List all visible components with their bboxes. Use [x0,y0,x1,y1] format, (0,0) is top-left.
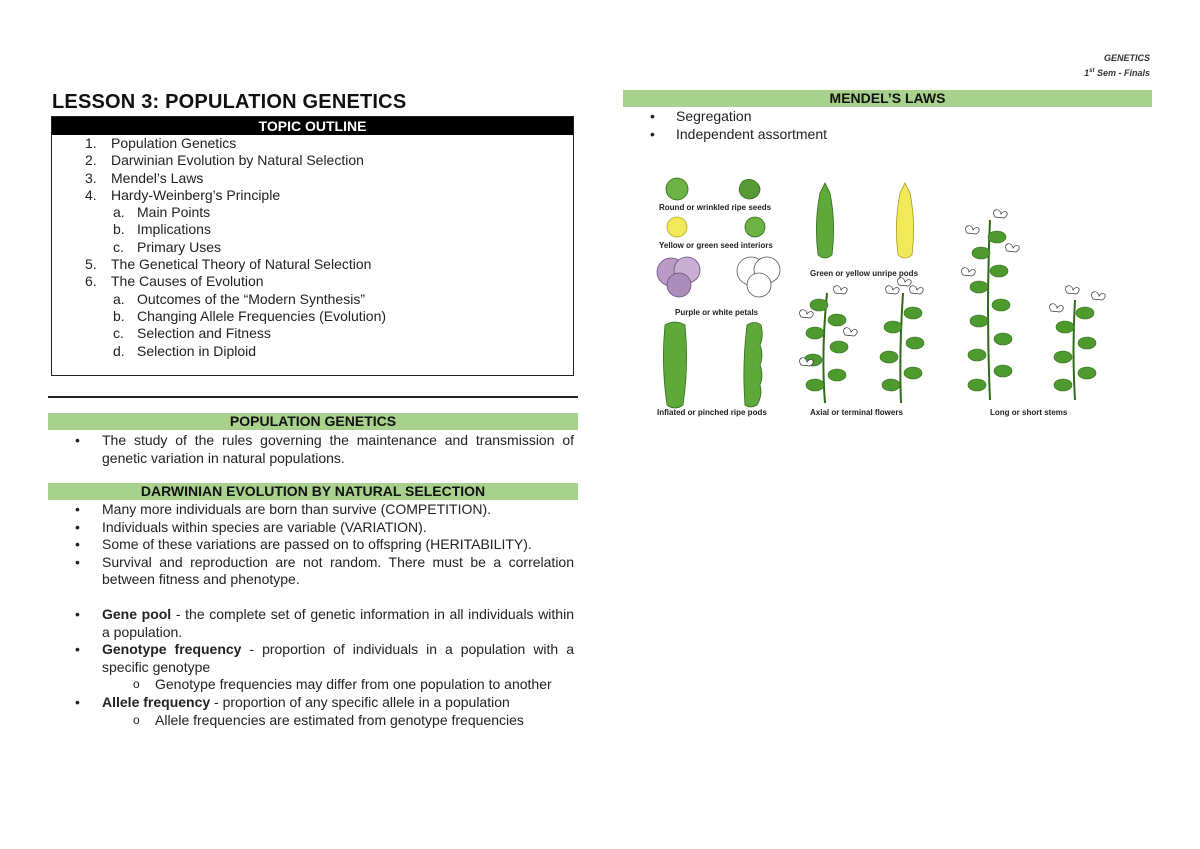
green-unripe-pod-icon [816,183,833,258]
caption-stems: Long or short stems [990,408,1068,417]
genotype-frequency-item: • Genotype frequency - proportion of individuals in a population with a specific genotype [52,641,574,676]
population-genetics-heading: POPULATION GENETICS [48,413,578,430]
outline-subitem: d. Selection in Diploid [113,342,257,359]
topic-outline-heading: TOPIC OUTLINE [52,117,573,135]
caption-ripe-pods: Inflated or pinched ripe pods [657,408,767,417]
purple-petal-icon [657,257,700,297]
allele-subitem: o Allele frequencies are estimated from genotype frequencies [52,712,574,730]
inflated-pod-icon [663,322,686,408]
outline-item: 3. Mendel’s Laws [85,169,204,186]
white-petal-icon [737,257,780,297]
topic-outline-list [52,135,573,360]
caption-interiors: Yellow or green seed interiors [659,241,773,250]
list-item: • Survival and reproduction are not random. There must be a correlation between fitness and phenotype. [52,554,574,589]
lesson-title: LESSON 3: POPULATION GENETICS [52,91,407,113]
population-genetics-list [52,432,574,467]
topic-outline-box [51,116,574,376]
long-stem-plant-icon [962,210,1020,400]
page-header [1084,52,1150,80]
pea-traits-figure [655,175,1115,425]
outline-item: 5. The Genetical Theory of Natural Selection [85,256,372,273]
list-item: • Segregation [624,108,1150,126]
list-item: • The study of the rules governing the maintenance and transmission of genetic variation in natural populations. [52,432,574,467]
genotype-subitem: o Genotype frequencies may differ from one population to another [52,676,574,694]
outline-subitem: b. Implications [113,221,211,238]
green-interior-icon [745,217,765,237]
outline-item: 2. Darwinian Evolution by Natural Selection [85,152,364,169]
mendels-laws-heading: MENDEL’S LAWS [623,90,1152,107]
caption-flowers: Axial or terminal flowers [810,408,903,417]
wrinkled-seed-icon [739,179,760,199]
caption-petals: Purple or white petals [675,308,759,317]
list-spacer [52,589,574,606]
yellow-interior-icon [667,217,687,237]
list-item: • Individuals within species are variable (VARIATION). [52,519,574,537]
list-item: • Many more individuals are born than survive (COMPETITION). [52,501,574,519]
allele-frequency-item: • Allele frequency - proportion of any specific allele in a population [52,694,574,712]
pinched-pod-icon [744,323,762,408]
header-semester: 1st Sem - Finals [1084,68,1150,78]
gene-pool-item: • Gene pool - the complete set of genetic information in all individuals within a population. [52,606,574,641]
outline-subitem: b. Changing Allele Frequencies (Evolution) [113,307,387,324]
outline-subitem: a. Main Points [113,204,211,221]
section-divider [48,396,578,398]
short-stem-plant-icon [1050,286,1106,400]
mendels-laws-list [624,108,1150,143]
list-item: • Independent assortment [624,126,1150,144]
terminal-flower-plant-icon [880,278,924,403]
round-seed-icon [666,178,688,200]
axial-flower-plant-icon [800,286,858,403]
caption-unripe-pods: Green or yellow unripe pods [810,269,919,278]
caption-seeds: Round or wrinkled ripe seeds [659,203,772,212]
yellow-unripe-pod-icon [896,183,913,258]
outline-subitem: a. Outcomes of the “Modern Synthesis” [113,290,365,307]
header-subject: GENETICS [1103,53,1150,63]
outline-item: 6. The Causes of Evolution [85,273,264,290]
outline-item: 1. Population Genetics [85,135,237,151]
darwinian-evolution-list [52,501,574,729]
darwinian-evolution-heading: DARWINIAN EVOLUTION BY NATURAL SELECTION [48,483,578,500]
outline-subitem: c. Selection and Fitness [113,325,271,342]
outline-subitem: c. Primary Uses [113,238,222,255]
list-item: • Some of these variations are passed on to offspring (HERITABILITY). [52,536,574,554]
outline-item: 4. Hardy-Weinberg’s Principle [85,186,281,203]
